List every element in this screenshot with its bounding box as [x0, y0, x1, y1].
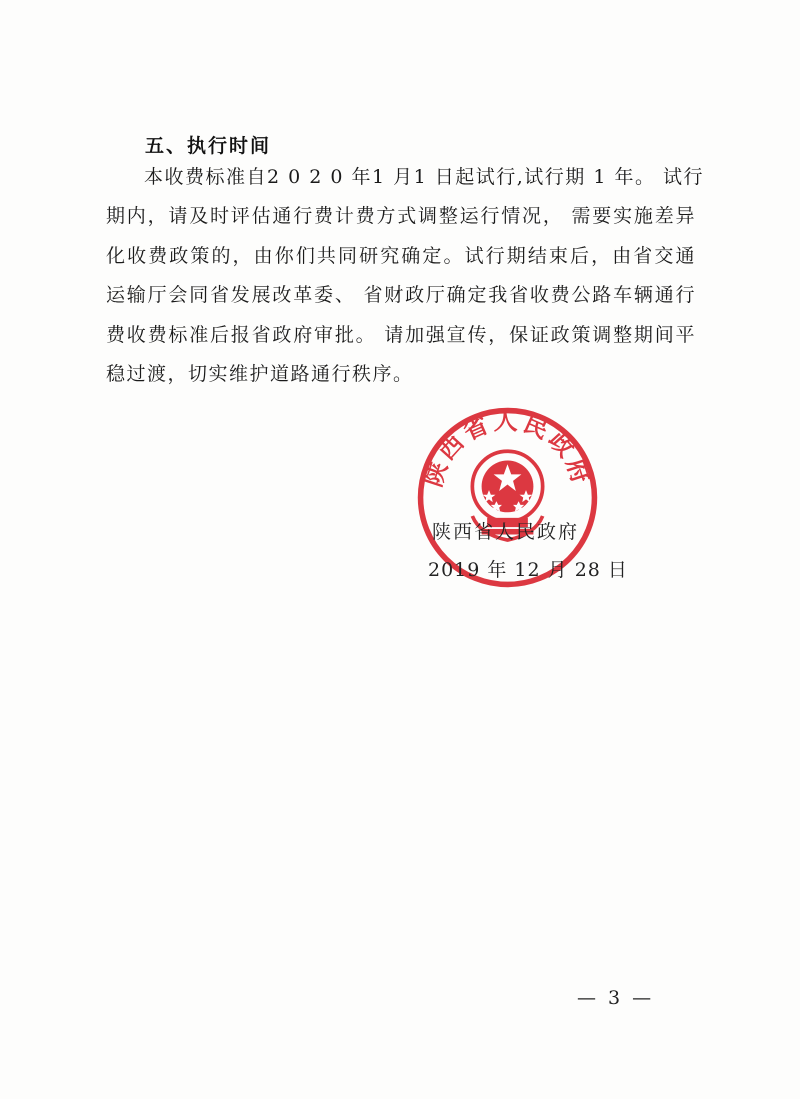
paragraph-line-5: 费收费标准后报省政府审批。 请加强宣传，保证政策调整期间平: [106, 324, 696, 346]
seal-text: 陕西省人民政府: [418, 407, 597, 491]
paragraph-line-4: 运输厅会同省发展改革委、 省财政厅确定我省收费公路车辆通行: [106, 284, 696, 306]
page-number: — 3 —: [577, 987, 655, 1009]
signature-block: [400, 400, 640, 600]
paragraph-line-3: 化收费政策的，由你们共同研究确定。试行期结束后，由省交通: [106, 245, 696, 267]
issue-date: 2019 年 12 月 28 日: [428, 559, 628, 581]
paragraph-line-1: 本收费标准自2 0 2 0 年1 月1 日起试行,试行期 1 年。 试行: [144, 166, 705, 188]
section-heading: 五、执行时间: [145, 135, 272, 157]
paragraph-line-2: 期内，请及时评估通行费计费方式调整运行情况， 需要实施差异: [106, 205, 696, 227]
issuer-name: 陕西省人民政府: [432, 521, 580, 543]
paragraph-line-6: 稳过渡，切实维护道路通行秩序。: [106, 363, 414, 385]
